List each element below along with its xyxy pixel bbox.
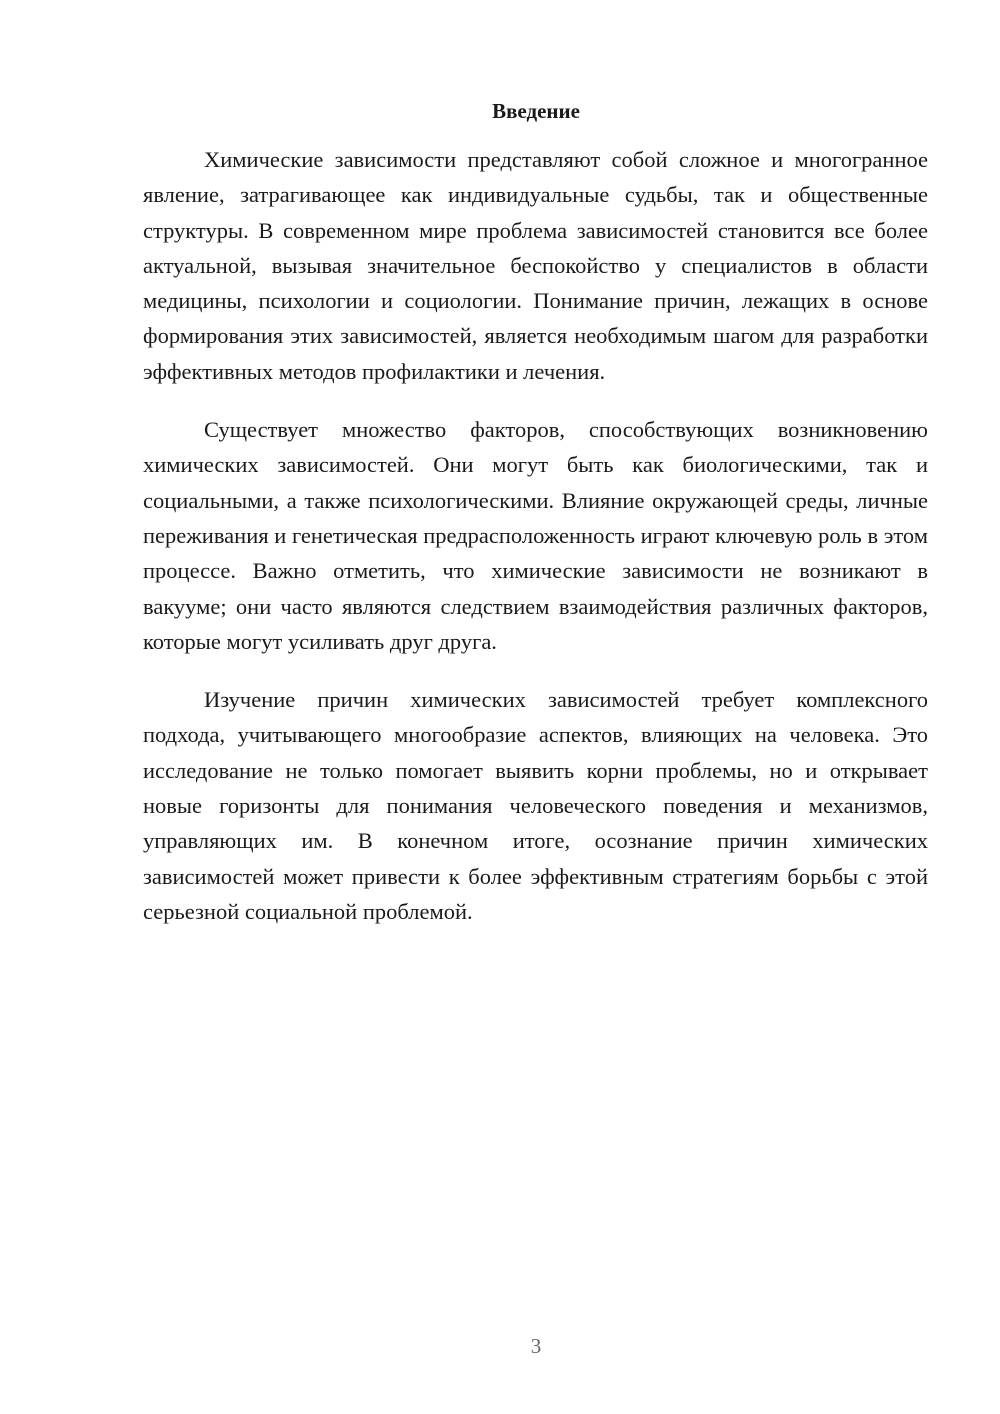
body-text xyxy=(143,142,928,952)
paragraph-3: Изучение причин химических зависимостей требует комплексного подхода, учитывающего многообразие аспектов, влияющих на человека. Это исследование не только помогает выявить корни проблемы, но и открывает новые горизонты для понимания человеческого поведения и механизмов, управляющих им. В конечном итоге, осознание причин химических зависимостей может привести к более эффективным стратегиям борьбы с этой серьезной социальной проблемой. xyxy=(143,687,928,924)
section-heading: Введение xyxy=(492,99,580,123)
paragraph-2: Существует множество факторов, способствующих возникновению химических зависимостей. Они могут быть как биологическими, так и социальными, а также психологическими. Влияние окружающей среды, личные переживания и генетическая предрасположенность играют ключевую роль в этом процессе. Важно отметить, что химические зависимости не возникают в вакууме; они часто являются следствием взаимодействия различных факторов, которые могут усиливать друг друга. xyxy=(143,417,928,654)
paragraph-1: Химические зависимости представляют собой сложное и многогранное явление, затрагивающее как индивидуальные судьбы, так и общественные структуры. В современном мире проблема зависимостей становится все более актуальной, вызывая значительное беспокойство у специалистов в области медицины, психологии и социологии. Понимание причин, лежащих в основе формирования этих зависимостей, является необходимым шагом для разработки эффективных методов профилактики и лечения. xyxy=(143,147,928,384)
page-number: 3 xyxy=(530,1334,542,1358)
